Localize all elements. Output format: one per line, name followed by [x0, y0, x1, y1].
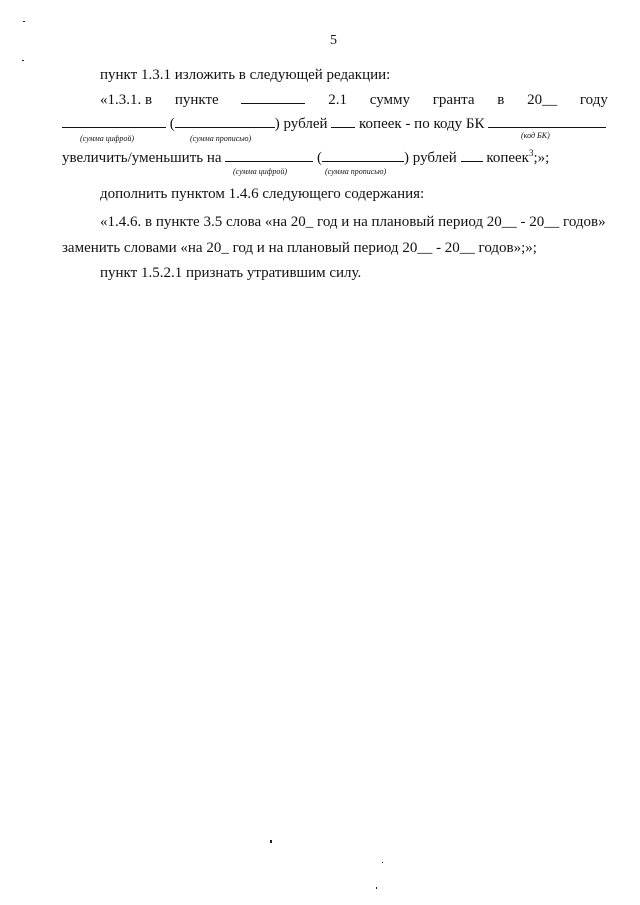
paragraph-1-5-2-1: пункт 1.5.2.1 признать утратившим силу. — [100, 265, 362, 281]
open-paren-2: ( — [317, 150, 323, 166]
caption-amount-words: (сумма прописью) — [190, 134, 252, 143]
paragraph-increase-decrease — [62, 149, 549, 167]
paragraph-1-4-6-continuation: заменить словами «на 20_ год и на плановый период 20__ - 20__ годов»;»; — [62, 240, 537, 256]
increase-decrease-text: увеличить/уменьшить на — [62, 150, 222, 166]
open-paren: ( — [169, 116, 175, 132]
caption-bk-code: (код БК) — [521, 131, 550, 140]
word: в — [497, 92, 505, 108]
word: 2.1 — [328, 92, 347, 108]
closing-marks: ;»; — [533, 150, 550, 166]
kopecks-text-2: копеек — [486, 150, 529, 166]
scan-speck — [376, 887, 377, 889]
caption-amount-digits: (сумма цифрой) — [80, 134, 135, 143]
footnote-ref: 3 — [528, 148, 534, 158]
scan-speck — [382, 862, 383, 863]
scan-speck — [23, 21, 25, 22]
caption-amount-digits-2: (сумма цифрой) — [233, 167, 288, 176]
blank-amount-digits-2 — [225, 149, 313, 162]
word: пункте — [174, 92, 219, 108]
paragraph-add-1-4-6: дополнить пунктом 1.4.6 следующего содержания: — [100, 186, 425, 202]
blank-amount-words-2 — [322, 149, 404, 162]
blank-field — [241, 91, 305, 104]
word: гранта — [432, 92, 475, 108]
blank-kopecks-2 — [461, 149, 483, 162]
word: году — [579, 92, 608, 108]
scan-speck — [270, 840, 272, 843]
paragraph-1-3-1-line-1 — [100, 91, 608, 109]
blank-amount-digits — [62, 115, 166, 128]
scan-speck — [22, 60, 24, 61]
word: «1.3.1. в — [100, 92, 153, 108]
page-number: 5 — [330, 33, 337, 48]
word: сумму — [369, 92, 411, 108]
rubles-text-2: ) рублей — [404, 150, 457, 166]
kopecks-bk-text: копеек - по коду БК — [359, 116, 485, 132]
word: 20__ — [527, 92, 558, 108]
paragraph-1-4-6-text: «1.4.6. в пункте 3.5 слова «на 20_ год и на плановый период 20__ - 20__ годов» — [100, 214, 606, 230]
caption-amount-words-2: (сумма прописью) — [325, 167, 387, 176]
paragraph-1-3-1-intro: пункт 1.3.1 изложить в следующей редакции: — [100, 67, 391, 83]
blank-amount-words — [175, 115, 275, 128]
rubles-text: ) рублей — [274, 116, 328, 132]
blank-kopecks — [331, 115, 355, 128]
blank-bk-code — [488, 115, 606, 128]
